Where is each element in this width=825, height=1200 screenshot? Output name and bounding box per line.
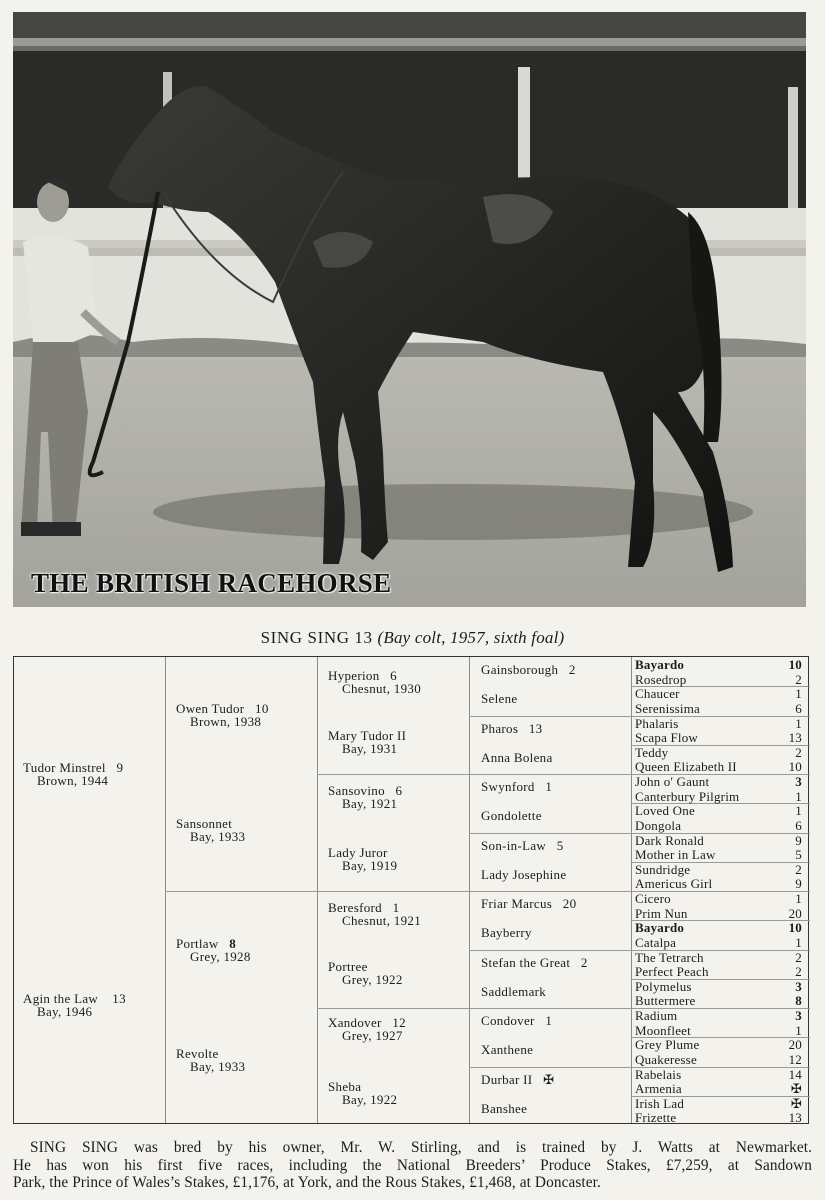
horse-number: 6 <box>395 783 403 798</box>
gen5-entry <box>635 921 802 934</box>
horse-name: SING SING 13 <box>260 628 373 647</box>
gen3-entry <box>328 729 406 755</box>
gen2-entry <box>176 937 251 963</box>
gen5-entry <box>635 1038 802 1051</box>
horse-name: Catalpa <box>635 934 677 950</box>
horse-name: Rabelais <box>635 1066 682 1082</box>
horse-number: 20 <box>562 896 577 911</box>
horse-number: 1 <box>795 803 802 819</box>
horse-number: 5 <box>556 837 564 853</box>
gen4-entry <box>481 662 576 678</box>
horse-number: 1 <box>795 715 802 731</box>
horse-number: 8 <box>795 993 802 1009</box>
description <box>13 1139 812 1192</box>
horse-name: Xanthene <box>481 1042 534 1058</box>
dam-name: Agin the Law <box>23 991 99 1006</box>
gen4-entry <box>481 1013 552 1029</box>
horse-number: 20 <box>788 905 802 921</box>
horse-number: 10 <box>788 759 802 775</box>
horse-year: Brown, 1938 <box>190 714 262 729</box>
horse-number: 12 <box>392 1015 406 1030</box>
gen4-entry <box>481 750 553 766</box>
gen5-entry <box>635 775 802 788</box>
column-divider <box>317 657 318 1123</box>
horse-number: 12 <box>788 1051 802 1067</box>
column-divider <box>469 657 470 1123</box>
horse-name: Gondolette <box>481 808 542 824</box>
horse-number: 1 <box>795 686 802 702</box>
gen5-entry <box>635 1082 802 1095</box>
gen5-entry <box>635 1111 802 1124</box>
horse-number: 1 <box>392 900 400 915</box>
horse-name: Grey Plume <box>635 1037 700 1053</box>
horse-year: Grey, 1922 <box>342 972 403 987</box>
photo-caption: THE BRITISH RACEHORSE <box>31 568 392 598</box>
row-divider <box>469 716 631 717</box>
horse-number: 5 <box>795 847 802 863</box>
gen5-entry <box>635 1009 802 1022</box>
column-divider <box>165 657 166 1123</box>
horse-year: Grey, 1928 <box>190 949 251 964</box>
horse-number: 6 <box>795 817 802 833</box>
horse-year: Bay, 1931 <box>342 741 398 756</box>
horse-name: Irish Lad <box>635 1095 685 1111</box>
horse-name: Beresford <box>328 900 382 915</box>
gen5-entry <box>635 951 802 964</box>
pedigree-title <box>0 628 825 648</box>
gen4-entry <box>481 1042 533 1058</box>
gen5-entry <box>635 877 802 890</box>
horse-number: 2 <box>568 662 576 677</box>
horse-name: Rosedrop <box>635 671 687 687</box>
horse-number: 13 <box>788 1110 802 1126</box>
horse-photo-icon <box>13 12 806 607</box>
horse-name: Phalaris <box>635 715 679 731</box>
sire-entry <box>23 761 123 787</box>
horse-number: 20 <box>788 1037 802 1053</box>
gen3-entry <box>328 1016 406 1042</box>
horse-name: Quakeresse <box>635 1051 697 1067</box>
horse-photograph <box>13 12 806 607</box>
horse-number: 2 <box>795 949 802 965</box>
gen2-entry <box>176 1047 245 1073</box>
horse-number: 9 <box>795 876 802 892</box>
gen4-entry <box>481 691 517 707</box>
horse-number: 14 <box>788 1066 802 1082</box>
horse-year: Bay, 1921 <box>342 796 398 811</box>
horse-year: Bay, 1933 <box>190 1059 246 1074</box>
gen3-entry <box>328 1080 397 1106</box>
horse-number: ✠ <box>790 1081 802 1097</box>
horse-number: 1 <box>795 788 802 804</box>
horse-year: Bay, 1933 <box>190 829 246 844</box>
gen5-entry <box>635 760 802 773</box>
sire-name: Tudor Minstrel <box>23 760 106 775</box>
horse-name: Saddlemark <box>481 983 547 999</box>
row-divider <box>469 891 631 892</box>
horse-name: Condover <box>481 1013 535 1028</box>
horse-name: Cicero <box>635 891 671 906</box>
gen3-entry <box>328 901 421 927</box>
horse-number: 1 <box>795 934 802 950</box>
sire-number: 9 <box>116 760 124 775</box>
gen5-entry <box>635 658 802 671</box>
horse-name: Gainsborough <box>481 662 559 677</box>
horse-name: Moonfleet <box>635 1022 691 1038</box>
horse-name: Radium <box>635 1008 678 1023</box>
gen4-entry <box>481 838 564 854</box>
gen2-entry <box>176 702 269 728</box>
horse-name: Sundridge <box>635 861 691 877</box>
horse-number: 2 <box>795 964 802 980</box>
horse-details: (Bay colt, 1957, sixth foal) <box>377 628 565 647</box>
gen4-entry <box>481 896 576 912</box>
horse-year: Bay, 1919 <box>342 858 398 873</box>
gen4-entry <box>481 955 588 971</box>
horse-number: 2 <box>795 744 802 760</box>
horse-number: ✠ <box>790 1095 802 1111</box>
gen3-entry <box>328 669 421 695</box>
gen5-entry <box>635 673 802 686</box>
row-divider <box>317 774 469 775</box>
horse-number: 10 <box>788 920 802 936</box>
gen4-entry <box>481 984 546 1000</box>
gen3-entry <box>328 784 402 810</box>
horse-name: Dongola <box>635 817 682 833</box>
horse-number: 3 <box>795 774 802 789</box>
horse-name: Selene <box>481 691 518 707</box>
horse-name: Portlaw <box>176 936 219 951</box>
gen3-entry <box>328 846 397 872</box>
gen5-entry <box>635 980 802 993</box>
horse-name: Perfect Peach <box>635 964 709 980</box>
horse-name: Dark Ronald <box>635 832 704 848</box>
horse-name: Teddy <box>635 744 669 760</box>
horse-name: Queen Elizabeth II <box>635 759 737 775</box>
horse-name: Son-in-Law <box>481 837 547 853</box>
horse-number: 2 <box>795 671 802 687</box>
gen5-entry <box>635 892 802 905</box>
dam-number: 13 <box>112 991 126 1006</box>
horse-number: 13 <box>788 730 802 746</box>
horse-number: 2 <box>580 954 588 970</box>
horse-number: 1 <box>545 779 553 794</box>
horse-name: John o' Gaunt <box>635 774 710 789</box>
gen4-entry <box>481 1072 554 1088</box>
horse-name: Buttermere <box>635 993 696 1009</box>
horse-name: Americus Girl <box>635 876 713 892</box>
horse-year: Chesnut, 1930 <box>342 681 422 696</box>
horse-number: 1 <box>545 1013 553 1028</box>
horse-number: ✠ <box>543 1071 555 1087</box>
gen5-entry <box>635 790 802 803</box>
horse-name: Revolte <box>176 1046 219 1061</box>
gen4-entry <box>481 808 542 824</box>
horse-name: Serenissima <box>635 700 701 716</box>
gen5-entry <box>635 702 802 715</box>
gen5-entry <box>635 863 802 876</box>
row-divider <box>469 950 631 951</box>
horse-number: 3 <box>795 1008 802 1023</box>
gen4-entry <box>481 721 542 737</box>
horse-name: Stefan the Great <box>481 954 571 970</box>
description-line: Park, the Prince of Wales’s Stakes, £1,176, at York, and the Rous Stakes, £1,468, at Doncaster. <box>13 1174 601 1191</box>
row-divider <box>469 1008 631 1009</box>
horse-name: Bayardo <box>635 657 685 672</box>
gen2-entry <box>176 817 245 843</box>
row-divider <box>469 1067 631 1068</box>
horse-name: Armenia <box>635 1081 682 1097</box>
horse-name: Mary Tudor II <box>328 728 407 743</box>
gen5-entry <box>635 1068 802 1081</box>
column-divider <box>631 657 632 1123</box>
gen5-entry <box>635 731 802 744</box>
gen4-entry <box>481 925 532 941</box>
horse-name: Friar Marcus <box>481 896 553 911</box>
horse-name: Prim Nun <box>635 905 688 921</box>
gen5-entry <box>635 848 802 861</box>
gen5-entry <box>635 994 802 1007</box>
horse-name: Chaucer <box>635 686 680 702</box>
horse-year: Chesnut, 1921 <box>342 913 422 928</box>
horse-name: Mother in Law <box>635 847 716 863</box>
horse-name: Sheba <box>328 1079 362 1094</box>
sire-year: Brown, 1944 <box>37 773 109 788</box>
horse-number: 3 <box>795 978 802 994</box>
row-divider <box>469 833 631 834</box>
gen5-entry <box>635 717 802 730</box>
dam-year: Bay, 1946 <box>37 1004 93 1019</box>
horse-name: Durbar II <box>481 1071 533 1087</box>
horse-name: Lady Juror <box>328 845 388 860</box>
horse-name: Swynford <box>481 779 535 794</box>
gen5-entry <box>635 687 802 700</box>
horse-name: Xandover <box>328 1015 382 1030</box>
horse-number: 13 <box>528 720 543 736</box>
horse-name: Sansonnet <box>176 816 233 831</box>
row-divider <box>317 1008 469 1009</box>
horse-name: Canterbury Pilgrim <box>635 788 740 804</box>
horse-number: 10 <box>255 701 269 716</box>
horse-number: 6 <box>795 700 802 716</box>
row-divider <box>469 774 631 775</box>
gen5-entry <box>635 746 802 759</box>
horse-number: 10 <box>788 657 802 672</box>
dam-entry <box>23 992 126 1018</box>
gen5-entry <box>635 936 802 949</box>
description-line: He has won his first five races, including the National Breeders’ Produce Stakes, £7,259, at Sandown <box>13 1156 812 1174</box>
gen5-entry <box>635 1024 802 1037</box>
horse-number: 6 <box>390 668 397 683</box>
horse-name: Loved One <box>635 803 695 819</box>
gen5-entry <box>635 804 802 817</box>
horse-year: Grey, 1927 <box>342 1028 403 1043</box>
gen5-entry <box>635 965 802 978</box>
horse-name: Bayberry <box>481 925 532 941</box>
horse-name: Lady Josephine <box>481 866 567 882</box>
horse-year: Bay, 1922 <box>342 1092 398 1107</box>
horse-number: 9 <box>795 832 802 848</box>
horse-name: Anna Bolena <box>481 749 553 765</box>
horse-number: 2 <box>795 861 802 877</box>
horse-number: 1 <box>795 1022 802 1038</box>
horse-number: 1 <box>795 891 802 906</box>
horse-name: Pharos <box>481 720 519 736</box>
horse-name: Bayardo <box>635 920 685 936</box>
description-line: SING SING was bred by his owner, Mr. W. Stirling, and is trained by J. Watts at Newmarket. <box>30 1139 812 1156</box>
horse-name: Scapa Flow <box>635 730 699 746</box>
horse-name: Hyperion <box>328 668 380 683</box>
horse-name: The Tetrarch <box>635 949 704 965</box>
horse-name: Polymelus <box>635 978 692 994</box>
gen4-entry <box>481 779 552 795</box>
gen4-entry <box>481 1101 527 1117</box>
horse-name: Owen Tudor <box>176 701 245 716</box>
horse-name: Portree <box>328 959 368 974</box>
gen4-entry <box>481 867 566 883</box>
pedigree-table <box>13 656 809 1124</box>
gen5-entry <box>635 819 802 832</box>
row-divider <box>165 891 317 892</box>
gen5-entry <box>635 834 802 847</box>
horse-name: Banshee <box>481 1100 528 1116</box>
row-divider <box>317 891 469 892</box>
horse-name: Sansovino <box>328 783 385 798</box>
gen3-entry <box>328 960 403 986</box>
gen5-entry <box>635 907 802 920</box>
horse-number: 8 <box>229 936 237 951</box>
horse-name: Frizette <box>635 1110 677 1126</box>
gen5-entry <box>635 1053 802 1066</box>
gen5-entry <box>635 1097 802 1110</box>
